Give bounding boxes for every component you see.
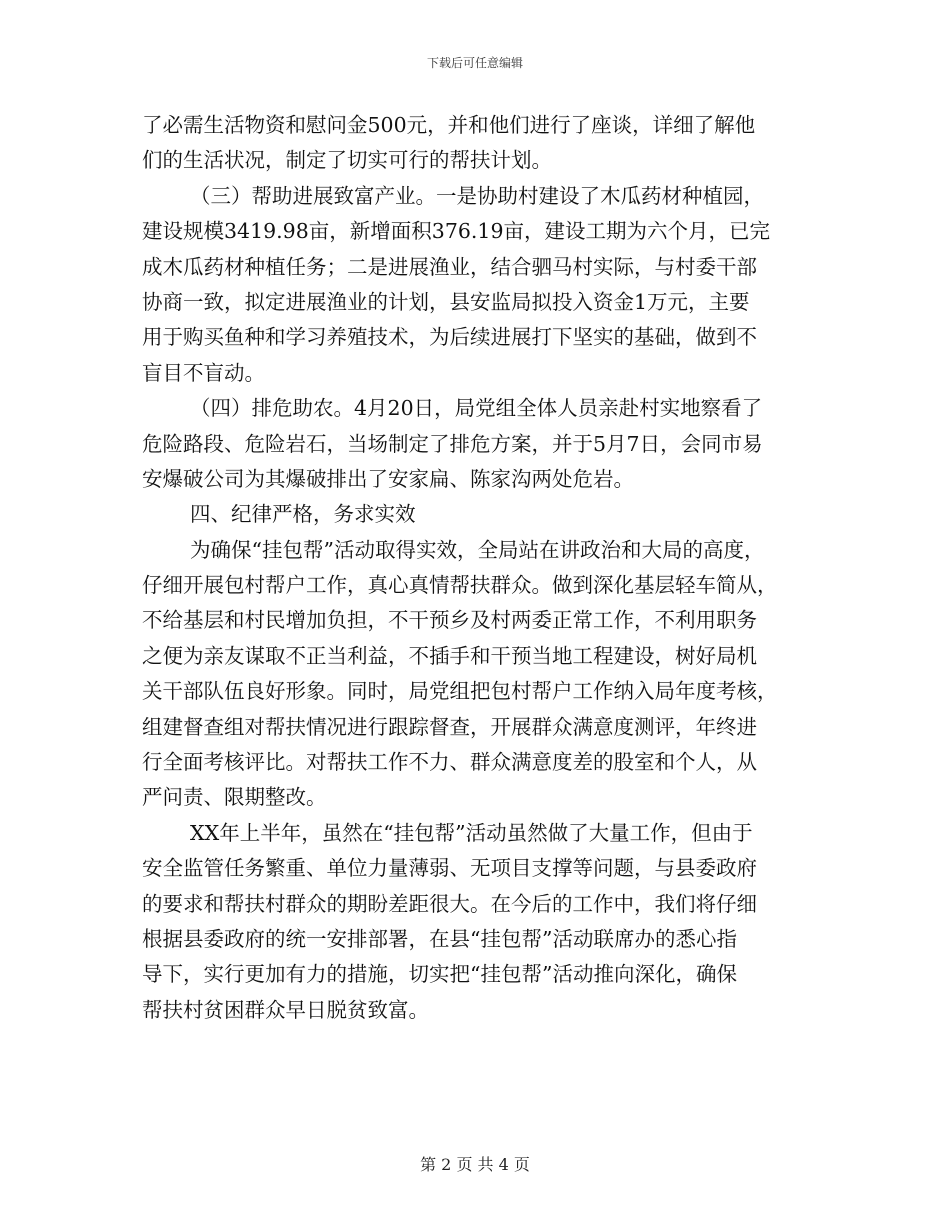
text-line: 不给基层和村民增加负担，不干预乡及村两委正常工作，不利用职务 [142,608,757,633]
text-line: 根据县委政府的统一安排部署，在县“挂包帮”活动联席办的悉心指 [142,926,737,951]
text-line: 关干部队伍良好形象。同时，局党组把包村帮户工作纳入局年度考核， [142,679,778,704]
text-line: 为确保“挂包帮”活动取得实效，全局站在讲政治和大局的高度， [190,537,765,562]
text-line: 用于购买鱼种和学习养殖技术，为后续进展打下坚实的基础，做到不 [142,325,757,350]
text-line: XX年上半年，虽然在“挂包帮”活动虽然做了大量工作，但由于 [190,820,753,845]
page-header: 下载后可任意编辑 [426,56,523,70]
text-line: 安爆破公司为其爆破排出了安家扁、陈家沟两处危岩。 [142,466,634,491]
text-line: 建设规模3419.98亩，新增面积376.19亩，建设工期为六个月，已完 [142,219,771,244]
text-line: 的要求和帮扶村群众的期盼差距很大。在今后的工作中，我们将仔细 [142,891,757,916]
text-line: 危险路段、危险岩石，当场制定了排危方案，并于5月7日，会同市易 [142,431,763,456]
text-line: 导下，实行更加有力的措施，切实把“挂包帮”活动推向深化，确保 [142,962,737,987]
text-line: （四）排危助农。4月20日，局党组全体人员亲赴村实地察看了 [190,396,763,421]
text-line: 之便为亲友谋取不正当利益，不插手和干预当地工程建设，树好局机 [142,643,757,668]
text-line: 行全面考核评比。对帮扶工作不力、群众满意度差的股室和个人，从 [142,750,757,775]
text-line: 协商一致，拟定进展渔业的计划，县安监局拟投入资金1万元，主要 [142,289,750,314]
text-line: 四、纪律严格，务求实效 [190,502,416,527]
text-line: 了必需生活物资和慰问金500元，并和他们进行了座谈，详细了解他 [142,113,756,137]
document-body [142,108,810,1028]
text-line: 组建督查组对帮扶情况进行跟踪督查，开展群众满意度测评，年终进 [142,714,757,739]
text-line: 成木瓜药材种植任务；二是进展渔业，结合驷马村实际，与村委干部 [142,254,757,279]
text-line: 安全监管任务繁重、单位力量薄弱、无项目支撑等问题，与县委政府 [142,856,757,881]
text-line: 盲目不盲动。 [142,360,265,385]
text-line: 帮扶村贫困群众早日脱贫致富。 [142,997,429,1022]
text-line: 仔细开展包村帮户工作，真心真情帮扶群众。做到深化基层轻车简从， [142,573,778,598]
text-line: （三）帮助进展致富产业。一是协助村建设了木瓜药材种植园， [190,183,764,208]
text-line: 们的生活状况，制定了切实可行的帮扶计划。 [142,148,552,173]
text-line: 严问责、限期整改。 [142,785,327,810]
page-footer: 第 2 页 共 4 页 [420,1155,530,1174]
